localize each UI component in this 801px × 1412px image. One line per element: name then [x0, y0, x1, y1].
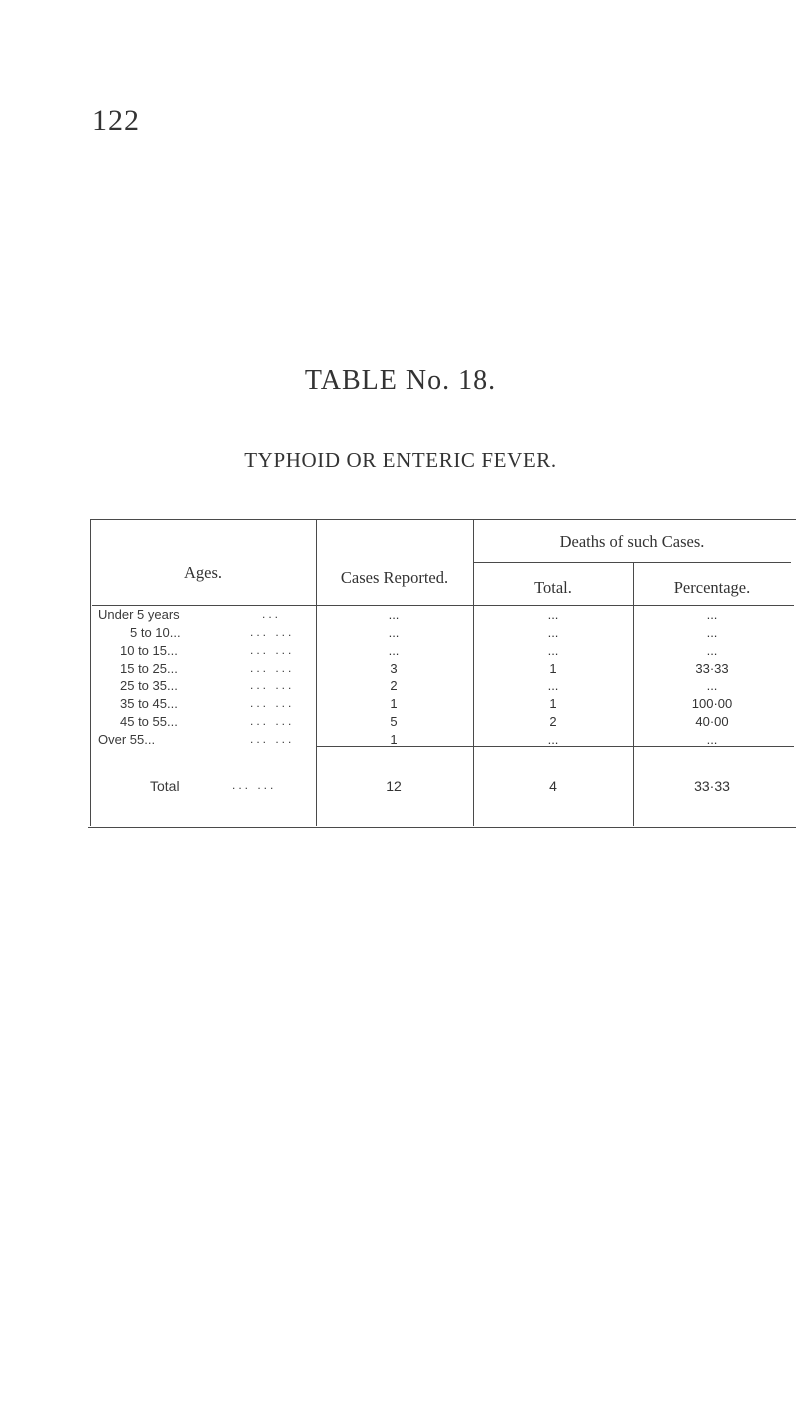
age-label: Over 55...	[98, 732, 156, 747]
percentage-cell: 40·00	[695, 714, 729, 730]
cases-cell: ...	[388, 607, 400, 622]
age-label: 10 to 15...	[120, 642, 178, 658]
age-label: 15 to 25...	[120, 660, 178, 676]
header-bottom-rule	[92, 605, 794, 606]
deaths-cell: ...	[547, 642, 559, 658]
deaths-cell: ...	[547, 678, 559, 694]
deaths-cell: ...	[547, 624, 559, 640]
percentage-cell: ...	[706, 732, 718, 747]
total-label: Total	[150, 778, 180, 794]
row-leader: ... ...	[250, 642, 295, 657]
deaths-cell: ...	[547, 732, 559, 747]
ages-cases-rule	[316, 520, 317, 826]
cases-cell: 5	[390, 714, 398, 730]
header-deaths-group: Deaths of such Cases.	[559, 532, 705, 551]
age-label: 35 to 45...	[120, 696, 178, 712]
deaths-header-rule	[473, 562, 791, 563]
percentage-cell: ...	[706, 624, 718, 640]
cases-cell: ...	[388, 642, 400, 658]
page-number: 122	[92, 104, 140, 137]
cases-deaths-rule	[473, 520, 474, 826]
total-percentage-rule	[633, 562, 634, 826]
cases-cell: ...	[388, 624, 400, 640]
row-leader: ... ...	[250, 696, 295, 711]
row-leader: ... ...	[250, 732, 295, 746]
header-total: Total.	[534, 578, 572, 597]
percentage-cell: 33·33	[695, 660, 729, 676]
row-leader: ... ...	[232, 778, 277, 792]
total-percentage-cell: 33·33	[694, 778, 730, 794]
row-leader: ... ...	[250, 624, 295, 639]
percentage-cell: ...	[706, 642, 718, 658]
percentage-cell: 100·00	[691, 696, 733, 712]
header-ages: Ages.	[183, 563, 223, 582]
deaths-cell: 1	[549, 696, 557, 712]
header-cases-reported: Cases Reported.	[340, 568, 449, 587]
row-leader: ... ...	[250, 714, 295, 729]
percentage-cell: ...	[706, 607, 718, 622]
age-label: 5 to 10...	[130, 624, 181, 640]
table-subtitle: TYPHOID OR ENTERIC FEVER.	[244, 448, 557, 472]
table-top-rule	[90, 519, 796, 520]
total-cases-cell: 12	[386, 778, 402, 794]
row-leader: ... ...	[250, 660, 295, 675]
row-leader: ...	[262, 607, 282, 621]
total-deaths-cell: 4	[549, 778, 557, 794]
deaths-cell: 2	[549, 714, 557, 730]
cases-cell: 1	[390, 696, 398, 712]
row-leader: ... ...	[250, 678, 295, 693]
table-title: TABLE No. 18.	[304, 365, 497, 396]
deaths-cell: ...	[547, 607, 559, 622]
age-label: 25 to 35...	[120, 678, 178, 694]
cases-cell: 1	[390, 732, 398, 747]
deaths-cell: 1	[549, 660, 557, 676]
age-label: 45 to 55...	[120, 714, 178, 730]
percentage-cell: ...	[706, 678, 718, 694]
header-percentage: Percentage.	[673, 578, 751, 597]
table-bottom-rule	[88, 827, 796, 828]
cases-cell: 3	[390, 660, 398, 676]
age-label: Under 5 years	[98, 607, 180, 622]
cases-cell: 2	[390, 678, 398, 694]
